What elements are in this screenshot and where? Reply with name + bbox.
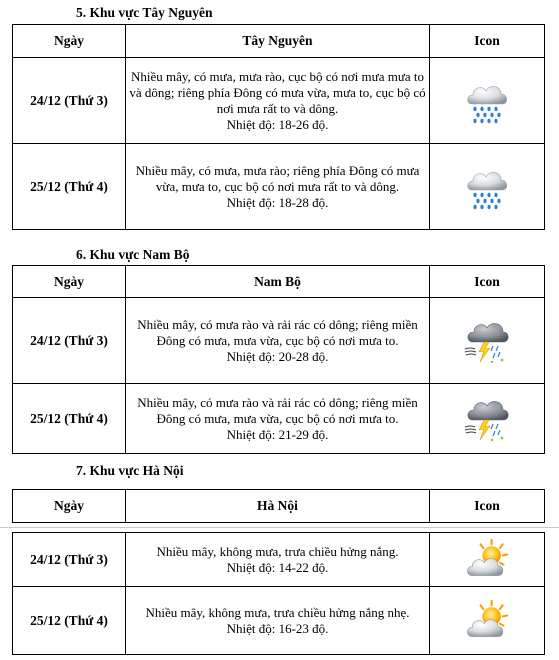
table-header-row: [13, 490, 545, 523]
forecast-description: Nhiều mây, có mưa, mưa rào; riêng phía Đông có mưa vừa, mưa to, cục bộ có nơi mưa rất to và dông.: [135, 162, 420, 194]
column-header-icon: Icon: [430, 490, 545, 523]
row-forecast: [126, 144, 430, 230]
column-header-region: Tây Nguyên: [126, 25, 430, 58]
row-forecast: [126, 533, 430, 587]
table-row: [13, 298, 545, 384]
section-title-ha-noi: 7. Khu vực Hà Nội: [76, 463, 184, 478]
row-icon-cell: [430, 587, 545, 655]
forecast-temperature: Nhiệt độ: 21-29 độ.: [226, 426, 329, 442]
thunderstorm-cloud-icon: [462, 394, 512, 444]
row-icon-cell: [430, 384, 545, 454]
table-header-row: [13, 25, 545, 58]
forecast-temperature: Nhiệt độ: 18-26 độ.: [226, 116, 329, 132]
row-icon-cell: [430, 58, 545, 144]
row-icon-cell: [430, 533, 545, 587]
table-row: [13, 58, 545, 144]
row-icon-cell: [430, 298, 545, 384]
column-header-icon: Icon: [430, 25, 545, 58]
column-header-day: Ngày: [13, 266, 126, 298]
sun-behind-cloud-icon: [464, 598, 510, 644]
rain-cloud-icon: [462, 76, 512, 126]
section-title-tay-nguyen: 5. Khu vực Tây Nguyên: [76, 5, 213, 20]
row-day: 25/12 (Thứ 4): [13, 144, 126, 230]
column-header-day: Ngày: [13, 490, 126, 523]
sun-behind-cloud-icon: [464, 537, 510, 583]
table-row: [13, 533, 545, 587]
forecast-temperature: Nhiệt độ: 20-28 độ.: [226, 348, 329, 364]
forecast-table-tay-nguyen: [12, 24, 545, 230]
forecast-table-ha-noi: [12, 532, 545, 655]
row-forecast: [126, 298, 430, 384]
table-header-row: [13, 266, 545, 298]
table-row: [13, 384, 545, 454]
section-title-nam-bo: 6. Khu vực Nam Bộ: [76, 247, 190, 262]
row-day: 24/12 (Thứ 3): [13, 298, 126, 384]
row-day: 25/12 (Thứ 4): [13, 587, 126, 655]
row-day: 25/12 (Thứ 4): [13, 384, 126, 454]
row-icon-cell: [430, 144, 545, 230]
forecast-description: Nhiều mây, có mưa rào và rải rác có dông; riêng miền Đông có mưa, mưa vừa, cục bộ có nơi mưa to.: [137, 394, 418, 426]
table-row: [13, 144, 545, 230]
rain-cloud-icon: [462, 162, 512, 212]
page-break-divider: [0, 527, 559, 528]
row-forecast: [126, 384, 430, 454]
forecast-description: Nhiều mây, không mưa, trưa chiều hửng nắng nhẹ.: [145, 604, 410, 620]
forecast-temperature: Nhiệt độ: 14-22 độ.: [226, 559, 329, 575]
forecast-temperature: Nhiệt độ: 16-23 độ.: [226, 620, 329, 636]
column-header-region: Nam Bộ: [126, 266, 430, 298]
forecast-description: Nhiều mây, có mưa, mưa rào, cục bộ có nơi mưa mưa to và dông; riêng phía Đông có mưa vừa, mưa to, cục bộ có nơi mưa rất to và dông.: [129, 68, 426, 116]
column-header-day: Ngày: [13, 25, 126, 58]
row-forecast: [126, 58, 430, 144]
forecast-temperature: Nhiệt độ: 18-28 độ.: [226, 194, 329, 210]
column-header-region: Hà Nội: [126, 490, 430, 523]
row-forecast: [126, 587, 430, 655]
forecast-description: Nhiều mây, không mưa, trưa chiều hửng nắng.: [156, 543, 399, 559]
row-day: 24/12 (Thứ 3): [13, 533, 126, 587]
forecast-table-nam-bo: [12, 265, 545, 454]
thunderstorm-cloud-icon: [462, 316, 512, 366]
row-day: 24/12 (Thứ 3): [13, 58, 126, 144]
forecast-description: Nhiều mây, có mưa rào và rải rác có dông; riêng miền Đông có mưa, mưa vừa, cục bộ có nơi mưa to.: [137, 316, 418, 348]
forecast-table-ha-noi-header: [12, 489, 545, 523]
table-row: [13, 587, 545, 655]
column-header-icon: Icon: [430, 266, 545, 298]
